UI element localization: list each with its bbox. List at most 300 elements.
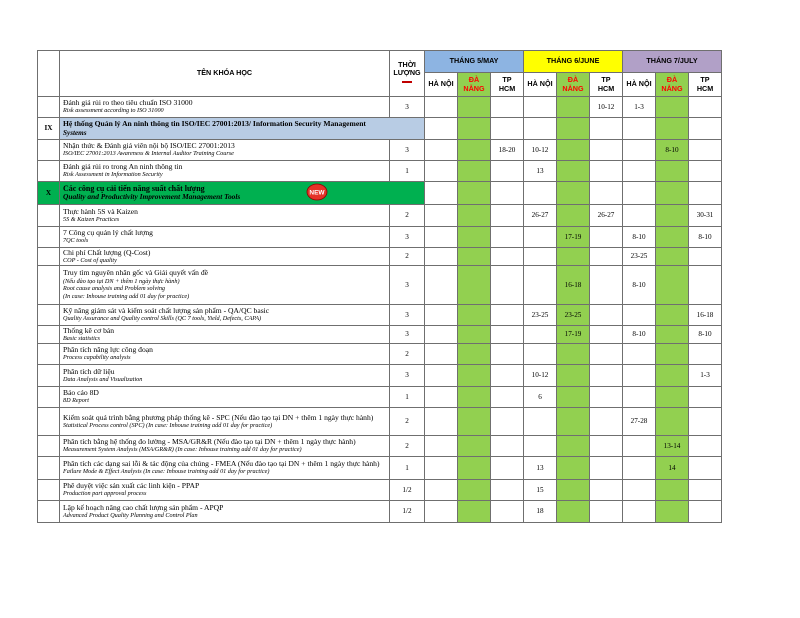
schedule-cell	[458, 161, 491, 182]
schedule-cell	[557, 118, 590, 140]
schedule-cell: 18	[524, 501, 557, 523]
header-duration-line1: THỜI	[398, 59, 416, 69]
schedule-cell	[689, 387, 722, 408]
course-name-vn: Truy tìm nguyên nhân gốc và Giải quyết vấn đề	[63, 268, 209, 278]
schedule-cell	[590, 326, 623, 344]
course-name-cell	[60, 436, 390, 457]
course-duration: 1/2	[390, 501, 425, 523]
course-name-cell	[60, 227, 390, 248]
schedule-cell	[590, 365, 623, 387]
schedule-cell	[590, 344, 623, 365]
schedule-cell	[524, 436, 557, 457]
section-title-en: Quality and Productivity Improvement Management Tools	[63, 192, 241, 201]
section-title-en: Systems	[63, 128, 87, 137]
course-name-vn: Kiểm soát quá trình bằng phương pháp thống kê - SPC (Nếu đào tạo tại DN + thêm 1 ngày thực hành)	[63, 412, 374, 422]
schedule-cell	[590, 305, 623, 326]
header-month-may: THÁNG 5/MAY	[425, 51, 524, 73]
schedule-cell	[425, 344, 458, 365]
schedule-cell	[425, 305, 458, 326]
schedule-cell	[590, 387, 623, 408]
schedule-cell: 13-14	[656, 436, 689, 457]
course-duration: 3	[390, 365, 425, 387]
row-number-cell	[38, 266, 60, 305]
course-row	[38, 161, 722, 182]
schedule-cell	[458, 408, 491, 436]
schedule-cell	[458, 248, 491, 266]
course-name-en: Data Analysis and Visualization	[63, 375, 143, 383]
schedule-cell	[689, 501, 722, 523]
schedule-cell	[656, 205, 689, 227]
course-row	[38, 365, 722, 387]
row-number-cell	[38, 140, 60, 161]
schedule-cell	[623, 501, 656, 523]
schedule-cell	[689, 118, 722, 140]
schedule-cell	[689, 182, 722, 205]
schedule-cell	[458, 326, 491, 344]
schedule-cell	[524, 266, 557, 305]
schedule-cell	[425, 480, 458, 501]
schedule-cell	[491, 436, 524, 457]
header-city-hcm: TP HCM	[491, 73, 524, 97]
course-duration: 3	[390, 266, 425, 305]
course-name-en: 8D Report	[63, 397, 89, 405]
course-name-vn: Báo cáo 8D	[63, 388, 99, 397]
course-duration: 2	[390, 248, 425, 266]
schedule-cell	[491, 161, 524, 182]
schedule-cell: 13	[524, 161, 557, 182]
schedule-cell	[557, 205, 590, 227]
course-duration: 3	[390, 305, 425, 326]
schedule-cell	[623, 387, 656, 408]
header-city-hanoi: HÀ NỘI	[623, 73, 656, 97]
schedule-cell	[458, 97, 491, 118]
schedule-cell: 8-10	[623, 227, 656, 248]
schedule-cell	[557, 97, 590, 118]
schedule-cell	[557, 365, 590, 387]
schedule-cell	[656, 326, 689, 344]
course-note-en: (In case: Inhouse training add 01 day for practice)	[63, 293, 190, 300]
schedule-cell	[689, 480, 722, 501]
row-number-cell	[38, 408, 60, 436]
schedule-cell	[491, 387, 524, 408]
schedule-cell	[623, 118, 656, 140]
schedule-cell	[458, 436, 491, 457]
course-name-vn: Đánh giá rủi ro theo tiêu chuẩn ISO 31000	[63, 98, 193, 107]
course-name-cell	[60, 408, 390, 436]
schedule-cell: 17-19	[557, 326, 590, 344]
course-duration: 1	[390, 457, 425, 480]
course-name-cell	[60, 365, 390, 387]
schedule-cell	[425, 387, 458, 408]
schedule-cell	[491, 118, 524, 140]
schedule-cell	[425, 140, 458, 161]
schedule-cell	[557, 501, 590, 523]
schedule-cell	[623, 305, 656, 326]
schedule-cell	[689, 266, 722, 305]
row-number-cell	[38, 248, 60, 266]
schedule-cell	[656, 480, 689, 501]
schedule-cell	[623, 205, 656, 227]
section-number: X	[38, 182, 60, 205]
schedule-cell: 13	[524, 457, 557, 480]
schedule-cell	[656, 501, 689, 523]
schedule-cell: 23-25	[524, 305, 557, 326]
course-name-vn: Thống kê cơ bản	[63, 325, 115, 335]
course-name-en: Production part approval process	[63, 490, 147, 498]
section-title	[60, 118, 425, 140]
schedule-cell	[524, 326, 557, 344]
header-city-danang	[557, 73, 590, 97]
schedule-cell: 17-19	[557, 227, 590, 248]
schedule-cell	[557, 436, 590, 457]
schedule-cell	[557, 182, 590, 205]
schedule-cell	[491, 344, 524, 365]
schedule-cell	[425, 457, 458, 480]
schedule-cell	[656, 408, 689, 436]
course-duration: 2	[390, 436, 425, 457]
schedule-cell: 10-12	[590, 97, 623, 118]
schedule-cell	[425, 365, 458, 387]
course-name-en: Measurement System Analysis (MSA/GR&R) (In case: Inhouse training add 01 day for practice)	[63, 446, 302, 454]
schedule-cell	[656, 387, 689, 408]
schedule-cell	[689, 97, 722, 118]
schedule-cell	[491, 408, 524, 436]
course-name-cell	[60, 457, 390, 480]
schedule-cell	[458, 480, 491, 501]
course-row	[38, 344, 722, 365]
course-name-vn: Phân tích các dạng sai lỗi & tác động của chúng - FMEA (Nếu đào tạo tại DN + thêm 1 ngày thực hành)	[63, 459, 380, 468]
schedule-cell: 26-27	[590, 205, 623, 227]
schedule-cell	[458, 305, 491, 326]
course-duration: 3	[390, 227, 425, 248]
course-name-cell	[60, 480, 390, 501]
row-number-cell	[38, 161, 60, 182]
schedule-cell	[458, 457, 491, 480]
course-duration: 3	[390, 326, 425, 344]
schedule-cell	[590, 227, 623, 248]
schedule-cell	[458, 501, 491, 523]
course-duration: 2	[390, 408, 425, 436]
row-number-cell	[38, 305, 60, 326]
schedule-cell: 8-10	[656, 140, 689, 161]
course-row	[38, 501, 722, 523]
header-city-hanoi: HÀ NỘI	[524, 73, 557, 97]
course-row	[38, 457, 722, 480]
schedule-cell	[656, 182, 689, 205]
course-name-en: Process capability analysis	[63, 354, 131, 362]
schedule-cell	[524, 182, 557, 205]
course-duration: 3	[390, 97, 425, 118]
schedule-cell: 26-27	[524, 205, 557, 227]
course-name-vn: Phân tích dữ liệu	[63, 366, 115, 376]
course-duration: 3	[390, 140, 425, 161]
schedule-cell	[491, 480, 524, 501]
schedule-cell	[689, 344, 722, 365]
section-title-vn: Các công cụ cải tiến năng suất chất lượng	[63, 183, 205, 193]
schedule-cell: 27-28	[623, 408, 656, 436]
course-row	[38, 227, 722, 248]
schedule-cell: 14	[656, 457, 689, 480]
schedule-cell: 30-31	[689, 205, 722, 227]
schedule-cell	[524, 118, 557, 140]
schedule-cell	[491, 182, 524, 205]
schedule-cell	[689, 140, 722, 161]
course-row	[38, 305, 722, 326]
course-row	[38, 140, 722, 161]
schedule-cell	[425, 118, 458, 140]
schedule-cell	[458, 387, 491, 408]
header-month-june: THÁNG 6/JUNE	[524, 51, 623, 73]
course-duration: 1	[390, 387, 425, 408]
course-row	[38, 248, 722, 266]
schedule-cell	[656, 161, 689, 182]
row-number-cell	[38, 97, 60, 118]
header-city-danang-line1: ĐÀ	[567, 75, 579, 85]
schedule-cell	[524, 408, 557, 436]
course-name-cell	[60, 140, 390, 161]
header-course-title: TÊN KHÓA HỌC	[60, 51, 390, 97]
schedule-cell	[425, 205, 458, 227]
schedule-cell	[491, 248, 524, 266]
course-name-cell	[60, 305, 390, 326]
course-name-en: Advanced Product Quality Planning and Control Plan	[63, 511, 198, 519]
schedule-cell: 1-3	[689, 365, 722, 387]
schedule-cell	[557, 140, 590, 161]
schedule-cell	[590, 266, 623, 305]
course-name-cell	[60, 97, 390, 118]
schedule-cell	[656, 365, 689, 387]
course-name-cell	[60, 326, 390, 344]
course-name-en: Basic statistics	[63, 334, 100, 342]
course-name-cell	[60, 266, 390, 305]
schedule-cell	[425, 266, 458, 305]
header-city-danang-line1: ĐÀ	[468, 75, 480, 85]
schedule-cell	[425, 326, 458, 344]
schedule-cell	[689, 457, 722, 480]
header-row-top	[38, 51, 722, 73]
schedule-cell	[491, 97, 524, 118]
schedule-cell	[656, 344, 689, 365]
course-name-cell	[60, 344, 390, 365]
schedule-cell	[623, 480, 656, 501]
course-name-cell	[60, 387, 390, 408]
section-row	[38, 118, 722, 140]
course-name-en: Root cause analysis and Problem solving	[63, 285, 166, 293]
course-name-en: ISO/IEC 27001:2013 Awareness & Internal Auditor Training Course	[63, 150, 234, 158]
section-title	[60, 182, 425, 205]
schedule-cell	[425, 408, 458, 436]
header-city-danang	[458, 73, 491, 97]
schedule-cell	[590, 248, 623, 266]
course-name-en: 5S & Kaizen Practices	[63, 215, 120, 223]
schedule-cell	[524, 227, 557, 248]
row-number-cell	[38, 436, 60, 457]
course-name-vn: Chi phí Chất lượng (Q-Cost)	[63, 247, 151, 257]
course-name-en: Quality Assurance and Quality control Skills (QC 7 tools, Yield, Defects, CAPA)	[63, 315, 262, 323]
course-name-cell	[60, 161, 390, 182]
row-number-cell	[38, 344, 60, 365]
schedule-cell	[590, 140, 623, 161]
schedule-cell	[458, 205, 491, 227]
schedule-cell	[425, 248, 458, 266]
row-number-cell	[38, 457, 60, 480]
header-month-july: THÁNG 7/JULY	[623, 51, 722, 73]
schedule-cell	[491, 305, 524, 326]
course-name-vn: Thực hành 5S và Kaizen	[63, 206, 138, 216]
course-name-vn: Phân tích bằng hệ thống đo lường - MSA/GR&R (Nếu đào tạo tại DN + thêm 1 ngày thực hành)	[63, 437, 356, 446]
schedule-cell	[623, 365, 656, 387]
schedule-cell	[557, 457, 590, 480]
schedule-cell	[557, 408, 590, 436]
header-city-danang	[656, 73, 689, 97]
course-name-en: Statistical Process control (SPC) (In case: Inhouse training add 01 day for practice)	[63, 421, 273, 429]
schedule-cell	[656, 97, 689, 118]
schedule-cell	[524, 344, 557, 365]
schedule-cell: 10-12	[524, 140, 557, 161]
header-city-danang-line2: NẴNG	[661, 83, 683, 93]
course-row	[38, 97, 722, 118]
course-row	[38, 480, 722, 501]
schedule-cell: 15	[524, 480, 557, 501]
course-row	[38, 387, 722, 408]
schedule-cell	[425, 501, 458, 523]
row-number-cell	[38, 480, 60, 501]
schedule-cell	[458, 140, 491, 161]
schedule-cell	[425, 97, 458, 118]
schedule-cell	[425, 436, 458, 457]
header-city-danang-line2: NẴNG	[463, 83, 485, 93]
schedule-cell	[557, 161, 590, 182]
schedule-cell	[491, 501, 524, 523]
course-name-en: Risk Assessment in Information Security	[63, 171, 163, 179]
schedule-cell	[491, 266, 524, 305]
schedule-cell: 8-10	[623, 266, 656, 305]
schedule-cell	[524, 97, 557, 118]
schedule-cell	[425, 227, 458, 248]
row-number-cell	[38, 365, 60, 387]
row-number-cell	[38, 326, 60, 344]
schedule-cell	[590, 161, 623, 182]
schedule-cell	[689, 436, 722, 457]
schedule-cell: 16-18	[689, 305, 722, 326]
schedule-cell	[590, 182, 623, 205]
schedule-cell	[458, 182, 491, 205]
schedule-cell	[557, 344, 590, 365]
schedule-cell: 8-10	[689, 326, 722, 344]
course-duration: 2	[390, 344, 425, 365]
schedule-cell	[491, 205, 524, 227]
course-name-vn: Phân tích năng lực công đoạn	[63, 345, 153, 354]
course-name-vn: Đánh giá rủi ro trong An ninh thông tin	[63, 162, 183, 171]
red-dash-mark	[402, 81, 412, 83]
course-row	[38, 436, 722, 457]
row-number-cell	[38, 501, 60, 523]
course-name-vn: Phê duyệt việc sản xuất các linh kiện - PPAP	[63, 481, 200, 490]
schedule-cell	[458, 227, 491, 248]
course-name-vn: Lập kế hoạch nâng cao chất lượng sản phẩm - APQP	[63, 502, 224, 512]
schedule-cell	[458, 344, 491, 365]
course-note-vn: (Nếu đào tạo tại DN + thêm 1 ngày thực hành)	[63, 277, 180, 285]
schedule-cell	[623, 344, 656, 365]
schedule-cell	[458, 365, 491, 387]
schedule-cell: 16-18	[557, 266, 590, 305]
new-badge-icon	[306, 183, 328, 201]
schedule-cell	[491, 365, 524, 387]
header-city-hanoi: HÀ NỘI	[425, 73, 458, 97]
schedule-cell	[425, 182, 458, 205]
schedule-cell	[689, 248, 722, 266]
schedule-cell	[590, 480, 623, 501]
header-duration	[390, 51, 425, 97]
schedule-cell	[557, 248, 590, 266]
schedule-cell	[590, 436, 623, 457]
course-name-vn: Kỹ năng giám sát và kiểm soát chất lượng sản phẩm - QA/QC basic	[63, 306, 270, 315]
schedule-cell	[623, 140, 656, 161]
course-row	[38, 205, 722, 227]
schedule-cell	[656, 305, 689, 326]
course-name-vn: 7 Công cụ quản lý chất lượng	[63, 228, 153, 237]
schedule-cell: 23-25	[557, 305, 590, 326]
course-row	[38, 266, 722, 305]
schedule-cell	[491, 457, 524, 480]
course-row	[38, 408, 722, 436]
header-duration-line2: LƯỢNG	[393, 68, 421, 78]
course-name-cell	[60, 501, 390, 523]
course-name-en: COP - Cost of quality	[63, 256, 117, 264]
schedule-cell	[590, 457, 623, 480]
header-city-hcm: TP HCM	[689, 73, 722, 97]
header-roman-cell	[38, 51, 60, 97]
schedule-cell	[590, 501, 623, 523]
section-row	[38, 182, 722, 205]
schedule-cell: 10-12	[524, 365, 557, 387]
schedule-cell: 8-10	[623, 326, 656, 344]
schedule-cell	[623, 457, 656, 480]
schedule-cell	[590, 408, 623, 436]
schedule-cell	[557, 387, 590, 408]
schedule-cell	[491, 227, 524, 248]
row-number-cell	[38, 227, 60, 248]
schedule-cell	[458, 266, 491, 305]
schedule-cell	[689, 161, 722, 182]
schedule-cell: 8-10	[689, 227, 722, 248]
schedule-cell: 6	[524, 387, 557, 408]
schedule-cell	[623, 182, 656, 205]
schedule-cell: 1-3	[623, 97, 656, 118]
new-badge-text: NEW	[309, 189, 325, 197]
schedule-cell	[491, 326, 524, 344]
course-duration: 1	[390, 161, 425, 182]
row-number-cell	[38, 205, 60, 227]
schedule-cell	[656, 227, 689, 248]
schedule-cell	[656, 118, 689, 140]
course-name-en: 7QC tools	[63, 237, 89, 245]
header-city-danang-line2: NẴNG	[562, 83, 584, 93]
schedule-cell	[623, 161, 656, 182]
schedule-cell: 18-20	[491, 140, 524, 161]
course-name-vn: Nhận thức & Đánh giá viên nội bộ ISO/IEC 27001:2013	[63, 141, 235, 150]
course-name-cell	[60, 205, 390, 227]
schedule-cell	[623, 436, 656, 457]
course-row	[38, 326, 722, 344]
schedule-cell	[425, 161, 458, 182]
course-name-cell	[60, 248, 390, 266]
schedule-cell	[590, 118, 623, 140]
schedule-cell	[656, 248, 689, 266]
schedule-cell: 23-25	[623, 248, 656, 266]
section-title-vn: Hệ thống Quản lý An ninh thông tin ISO/IEC 27001:2013/ Information Security Management	[63, 119, 366, 129]
course-duration: 2	[390, 205, 425, 227]
